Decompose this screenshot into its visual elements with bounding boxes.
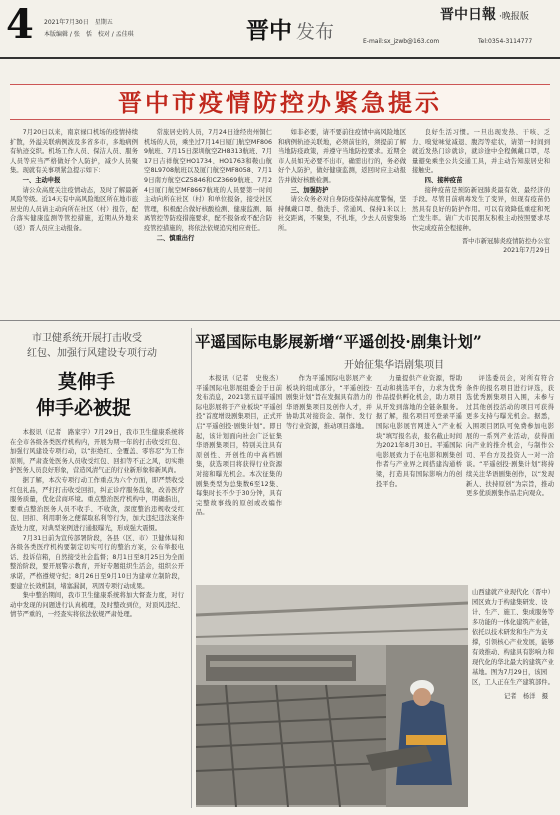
section-title [246,12,334,45]
subheading: 一、主动申报 [22,176,61,184]
paragraph: 本报讯（记者 路家宇）7月29日，我市卫生健康系统将在全市各级各类医疗机构内，开展为期一年的打击收受红包、加强行风建设专项行动，以“拒绝红、全覆盖、零容忍”为工作原则，严肃查处医务人员收受红包、回扣等不正之风，切实维护医务人员良好形象，营造风清气正的行业新形象和新风尚。 [10,429,184,475]
right-article-col1 [196,374,282,580]
right-article-col4 [466,374,554,580]
right-article-col3 [376,374,462,580]
contact-phone: Tel:0354-3114777 [478,38,533,45]
paragraph: 评选委员会，对所有符合条件的报名项目进行评选，获选优秀剧集项目入围，未参与过其他创投活动的项目可获得更多支持与曝光机会。据悉，入围项目团队可免费参加电影展的一系列产业活动，获得面向产业的推介机会，与制作公司、平台方及投资人一对一洽谈。“平遥创投·剧集计划”将持续关注华语剧集创作，以“发现新人、扶持原创”为宗旨，推动更多优质剧集作品走向观众。 [466,375,554,498]
subheading: 三、加强防护 [290,186,329,194]
paragraph: 据了解，本次专项行动工作重点为六个方面，即严禁收受红包礼品，严打打击收受回扣，纠正诊疗服务乱象，改善医疗服务质量，优化营商环境。重点整治医疗机构中，明确指出，要重点整治医务人员不收手、不收敛，深度整治违规收受红包、回扣、利用职务之便谋取私利等行为，加大违纪违法案件查处力度，对典型案例进行通报曝光，形成强大震慑。 [10,476,184,532]
page-number: 4 [6,1,34,48]
paragraph: 7月20日以来，南京禄口机场的疫情持续扩散，外溢关联病例波及多省多市，多地病例有轨迹交织。机场工作人员、保洁人员、服务人员等应当严格做好个人防护，减少人员聚集。现就有关事项紧急提示如下： [10,129,138,175]
paragraph: 7月31日前为宣传部署阶段，各县（区、市）卫健体局和各级各类医疗机构要制定切实可行的整治方案，公布举报电话、投诉信箱，自然接受社会监督；8月1日至8月25日为全面整治阶段，要开展警示教育，开好专题组织生活会，组织公开承诺，严格遵规守纪；8月26日至9月10日为建章立制阶段，要建立长效机制，堵塞漏洞，巩固专项行动成果。 [10,534,184,590]
signature-date: 2021年7月29日 [503,247,550,255]
left-title-line2: 伸手必被捉 [36,397,132,419]
subheading: 四、接种疫苗 [424,176,463,184]
photo-credit: 记者 杨洋 摄 [503,693,548,700]
right-headline: 平遥国际电影展新增“平遥创投·剧集计划” [195,332,482,351]
header-rule [0,57,560,59]
factory-photo [196,585,468,807]
issue-date: 2021年7月30日 星期五 [44,19,113,26]
paragraph: 本报讯（记者 史俊杰）平遥国际电影展组委会于日前发布消息，2021第五届平遥国际电影展将于产业板块“平遥创投”首度增设剧集项目，正式开启“平遥创投·剧集计划”。即日起，该计划面向社会广泛征集华语剧集项目，特别关注具有原创性、开创性的中高档剧集，获选项目将获得行业资源对接和曝光机会。本次征集的剧集类型为总集数6至12集、每集时长不少于30分钟，具有完整故事线的原创或改编作品。 [196,375,282,517]
paragraph: 作为平遥国际电影展产业板块的组成部分，“平遥创投·剧集计划”旨在发掘具有潜力的华语剧集项目及创作人才，并协助其对接资金、制作、发行等行业资源，推动项目落地。 [286,375,372,430]
subheading: 二、慎重出行 [156,234,195,242]
top-article-col3 [278,128,406,314]
paragraph: 请公众务必对自身防疫保持高度警惕，坚持佩戴口罩、勤洗手、常通风、保持1米以上社交距离，不聚集，不扎堆，少去人员密集场所。 [278,196,406,232]
top-article-col1 [10,128,138,314]
right-subheadline: 开始征集华语剧集项目 [344,360,444,371]
masthead-name: 晋中日報 [440,7,496,23]
section-type: 发布 [296,21,335,43]
left-article-body [10,428,184,808]
caption-text: 山西建就产业现代化（晋中）园区致力于构建集研发、设计、生产、施工、集成服务等多功能的一体化建筑产业链，依托以技术研发和生产为支撑，引领核心产业发展，能够有效推动、构建具有影响力和现代化的华北最大的建筑产业基地。图为7月29日，该园区，工人正在生产建筑部件。 [472,589,554,686]
top-headline-banner [10,84,550,120]
paragraph: 良好生活习惯。一旦出现发热、干咳、乏力、嗅觉味觉减退、腹泻等症状，请第一时间到就近发热门诊就诊，就诊途中全程佩戴口罩，尽量避免乘坐公共交通工具，并主动告知旅居史和接触史。 [412,129,550,175]
paragraph: 力量提供产业资源，帮助互动和挑选平台，力求为优秀作品提供孵化机会，助力项目从开发到落地的全链条服务。据了解，报名项目可登录平遥国际电影展官网进入“产业板块”填写报名表，报名截止时间为2021年8月30日。平遥国际电影展致力于在电影和剧集创作者与产业界之间搭建沟通桥梁，打造具有国际影响力的创投平台。 [376,375,462,488]
paragraph: 请公众高度关注疫情动态，及时了解最新风险等级。近14天有中高风险地区所在地市旅居史的人员请主动向所在社区（村）报告，配合落实健康监测等管控措施，近期从外地来（返）晋人员应主动报备。 [10,186,138,232]
top-article-col2 [144,128,272,314]
editor-credits: 本版编辑 / 张 恬 校对 / 孟佳琪 [44,31,134,38]
contact-email: E-mail:sx_jzwb@163.com [363,38,440,45]
factory-photo-illustration [196,585,468,807]
left-headline-line2: 红包、加强行风建设专项行动 [27,348,157,359]
left-title-line1: 莫伸手 [58,371,116,393]
signature: 晋中市新冠肺炎疫情防控办公室 [461,237,550,245]
right-article-col2 [286,374,372,580]
masthead-edition: ·晚报版 [499,12,529,22]
newspaper-masthead [440,4,529,24]
column-divider [191,328,192,808]
page-header [0,0,560,60]
paragraph: 常旅居史的人员，7月24日途经贵州铜仁机场的人员，乘坐过7月14日厦门航空MF8069航班、7月15日深圳航空ZH8313航班、7月17日吉祥航空HO1734、HO1763和鞍山航空8L9708航班以及厦门航空MF8058、7月19日南方航空CZ5846和CZ3669航班、7月24日厦门航空MF8667航班的人员要第一时间主动向所在社区（村）和单位报备，接受社区管理，积极配合做好核酸检测、健康监测、隔离管控等防疫措施要求，配不报备或不配合防疫管控措施的，将依法依规追究相应责任。 [144,129,272,232]
paragraph: 接种疫苗是预防新冠肺炎最有效、最经济的手段。尽管目前病毒发生了变异，但现有疫苗仍然具有良好的防护作用。可以有效降低重症和死亡发生率。请广大市民朋友积极主动按照要求尽快完成疫苗全程接种。 [412,186,550,232]
top-headline: 晋中市疫情防控办紧急提示 [118,88,442,117]
left-headline-line1: 市卫健系统开展打击收受 [32,333,142,344]
top-article-col4 [412,128,550,314]
section-separator [0,320,560,321]
paragraph: 集中整治期间，我市卫生健康系统将加大督查力度，对行动中发现的问题进行认真梳理，及时整改到位，对顶风违纪、情节严重的，一经查实将依法依规严肃处理。 [10,592,184,619]
photo-caption [472,588,554,702]
section-name: 晋中 [246,17,292,44]
paragraph: 如非必要，请不要前往疫情中高风险地区和病例轨迹关联地，必须前往的，须提前了解当地防疫政策，并遵守当地防控要求。近期全市人员如无必要不出市，确需出行的，务必做好个人防护，做好健康监测，返回时应主动报告并做好核酸检测。 [278,129,406,184]
